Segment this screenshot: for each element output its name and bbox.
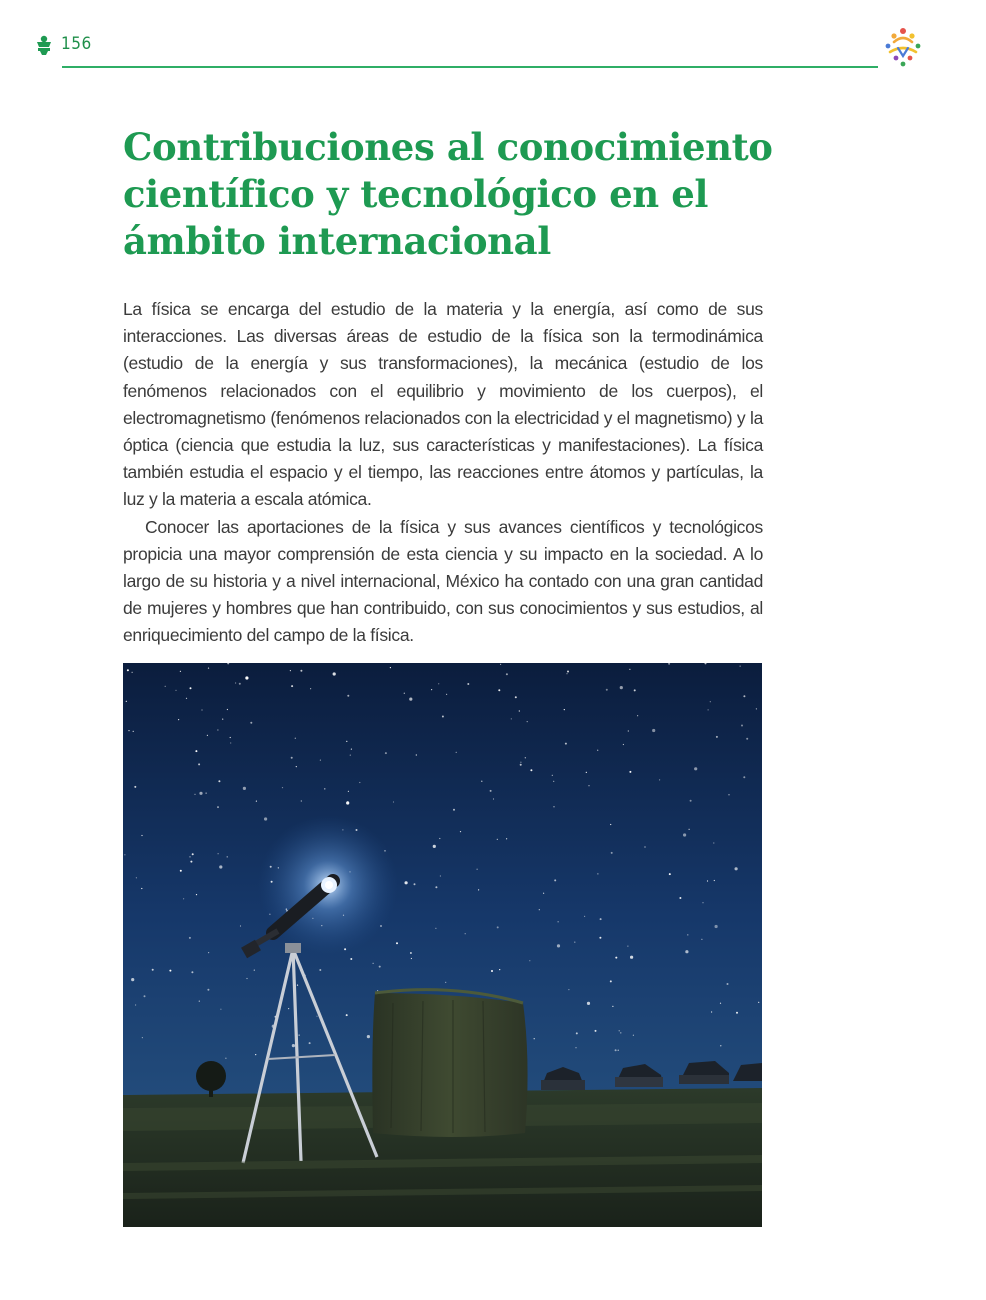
star xyxy=(520,762,521,763)
star xyxy=(685,950,688,953)
star xyxy=(743,776,745,778)
star xyxy=(497,839,498,840)
star xyxy=(431,689,432,690)
star xyxy=(180,671,181,672)
star xyxy=(127,669,129,671)
star xyxy=(543,893,544,894)
star xyxy=(597,750,598,751)
star xyxy=(530,769,532,771)
star xyxy=(690,800,692,802)
star xyxy=(679,897,681,899)
star xyxy=(207,735,208,736)
star xyxy=(333,672,336,675)
star xyxy=(199,792,202,795)
star xyxy=(710,701,711,702)
star xyxy=(610,824,611,825)
star xyxy=(346,741,347,742)
star xyxy=(347,695,349,697)
star xyxy=(525,757,526,758)
star xyxy=(707,880,708,881)
star xyxy=(152,969,154,971)
star xyxy=(183,898,184,899)
star xyxy=(316,1016,317,1017)
star xyxy=(218,853,219,854)
star xyxy=(175,690,176,691)
star xyxy=(552,775,553,776)
star xyxy=(227,856,228,857)
star xyxy=(409,698,412,701)
star xyxy=(611,852,613,854)
star xyxy=(566,673,567,674)
page-number: 156 xyxy=(61,34,92,54)
star xyxy=(713,842,714,843)
star xyxy=(500,664,501,665)
star xyxy=(669,873,671,875)
star xyxy=(465,933,466,934)
star xyxy=(629,771,631,773)
star xyxy=(189,937,191,939)
star xyxy=(379,966,381,968)
star xyxy=(634,689,636,691)
star xyxy=(190,687,192,689)
star xyxy=(527,721,528,722)
star xyxy=(637,715,638,716)
star xyxy=(520,764,522,766)
star xyxy=(727,983,729,985)
star xyxy=(720,1003,721,1004)
star xyxy=(433,845,436,848)
star xyxy=(440,875,441,876)
star xyxy=(620,686,623,689)
star xyxy=(490,790,492,792)
star xyxy=(320,760,321,761)
star xyxy=(618,1050,619,1051)
star xyxy=(165,686,166,687)
star xyxy=(758,1002,759,1003)
star xyxy=(599,937,601,939)
star xyxy=(620,1032,621,1033)
star xyxy=(595,1030,597,1032)
star xyxy=(278,867,279,868)
star xyxy=(435,928,436,929)
star xyxy=(254,970,255,971)
star xyxy=(506,673,508,675)
star xyxy=(349,871,350,872)
star xyxy=(295,738,296,739)
star xyxy=(133,731,134,732)
star xyxy=(442,716,444,718)
header-divider xyxy=(62,66,878,68)
star xyxy=(393,801,394,802)
star xyxy=(350,958,352,960)
star xyxy=(290,670,291,671)
night-sky-telescope-photo xyxy=(123,663,762,1227)
star xyxy=(735,867,738,870)
star xyxy=(321,925,322,926)
star xyxy=(736,1012,738,1014)
star xyxy=(659,779,660,780)
page-title: Contribuciones al conocimiento científico y tecnológico en el ámbito internacional xyxy=(123,125,773,263)
star xyxy=(201,709,202,710)
star xyxy=(312,918,313,919)
star xyxy=(497,926,499,928)
star xyxy=(623,744,624,745)
star xyxy=(350,755,351,756)
star xyxy=(319,969,321,971)
star xyxy=(206,793,207,794)
star xyxy=(300,670,302,672)
star xyxy=(380,925,382,927)
star xyxy=(740,666,741,667)
star xyxy=(615,957,617,959)
star xyxy=(142,1037,143,1038)
star xyxy=(178,719,179,720)
star xyxy=(218,780,220,782)
star xyxy=(194,794,195,795)
star xyxy=(553,806,554,807)
emblem-icon xyxy=(34,34,54,56)
star xyxy=(534,1038,535,1039)
star xyxy=(746,738,748,740)
star xyxy=(564,709,565,710)
star xyxy=(384,850,385,851)
body-text xyxy=(123,296,763,650)
star xyxy=(124,854,125,855)
star xyxy=(220,1009,221,1010)
star xyxy=(269,914,270,915)
star xyxy=(694,767,697,770)
star xyxy=(627,946,628,947)
star xyxy=(411,958,412,959)
star xyxy=(195,750,197,752)
star xyxy=(291,685,293,687)
star xyxy=(250,722,252,724)
star xyxy=(587,1002,590,1005)
star xyxy=(348,791,349,792)
star xyxy=(629,669,630,670)
star xyxy=(438,683,439,684)
star xyxy=(491,970,493,972)
star xyxy=(141,888,142,889)
star xyxy=(435,886,437,888)
star xyxy=(207,989,209,991)
star xyxy=(743,695,745,697)
star xyxy=(189,856,190,857)
star xyxy=(615,1049,617,1051)
star xyxy=(711,1011,712,1012)
star xyxy=(683,833,686,836)
star xyxy=(720,1045,721,1046)
star xyxy=(208,668,209,669)
star xyxy=(557,944,560,947)
star xyxy=(351,749,352,750)
star xyxy=(286,909,287,910)
star xyxy=(610,980,612,982)
star xyxy=(453,809,455,811)
star xyxy=(199,1001,200,1002)
star xyxy=(568,989,569,990)
star xyxy=(136,877,137,878)
star xyxy=(282,787,283,788)
star xyxy=(606,689,608,691)
star xyxy=(227,709,228,710)
star xyxy=(246,978,247,979)
star xyxy=(439,838,440,839)
star xyxy=(702,902,703,903)
star xyxy=(219,865,222,868)
star xyxy=(299,1035,300,1036)
star xyxy=(481,781,482,782)
star xyxy=(756,708,757,709)
star xyxy=(296,766,297,767)
star xyxy=(235,682,236,683)
star xyxy=(586,772,587,773)
star xyxy=(342,829,343,830)
page-header xyxy=(0,0,986,80)
star xyxy=(687,934,688,935)
star xyxy=(217,806,219,808)
star xyxy=(198,763,200,765)
star xyxy=(652,729,655,732)
star xyxy=(344,948,346,950)
star xyxy=(217,729,218,730)
star xyxy=(390,667,391,668)
star xyxy=(701,939,702,940)
star xyxy=(225,1058,226,1059)
star xyxy=(346,1014,348,1016)
star xyxy=(347,801,348,802)
star xyxy=(169,970,171,972)
star xyxy=(467,683,469,685)
star xyxy=(359,782,360,783)
star xyxy=(131,978,134,981)
star xyxy=(728,794,729,795)
star xyxy=(714,880,715,881)
star xyxy=(600,918,602,920)
star xyxy=(416,754,417,755)
star xyxy=(619,1030,620,1031)
star xyxy=(414,883,416,885)
star xyxy=(716,736,718,738)
star xyxy=(741,725,743,727)
star xyxy=(230,737,231,738)
star xyxy=(396,942,398,944)
star xyxy=(575,1047,576,1048)
star xyxy=(404,693,405,694)
star xyxy=(240,925,241,926)
star xyxy=(498,689,500,691)
star xyxy=(324,788,325,789)
star xyxy=(132,672,133,673)
star xyxy=(309,1042,311,1044)
paragraph: La física se encarga del estudio de la materia y la energía, así como de sus interacciones. Las diversas áreas de estudio de la física son la termodinámica (estudio de la energía y sus transformaciones), la mecánica (estudio de los fenómenos relacionados con el equilibrio y movimiento de los cuerpos), el electromagnetismo (fenómenos relacionados con la electricidad y el magnetismo) y la óptica (ciencia que estudia la luz, sus características y manifestaciones). La física también estudia el espacio y el tiempo, las reacciones entre átomos y partículas, la luz y la materia a escala atómica. xyxy=(123,299,763,510)
star xyxy=(529,960,530,961)
star xyxy=(539,909,540,910)
star xyxy=(584,916,585,917)
star xyxy=(180,870,182,872)
star xyxy=(385,752,387,754)
star xyxy=(128,730,129,731)
star xyxy=(291,757,293,759)
star xyxy=(553,781,554,782)
star xyxy=(554,879,556,881)
star xyxy=(310,688,311,689)
star xyxy=(356,829,358,831)
star xyxy=(519,710,520,711)
star xyxy=(288,1008,289,1009)
star xyxy=(245,676,248,679)
star xyxy=(628,730,629,731)
star xyxy=(141,835,142,836)
star xyxy=(271,881,273,883)
star xyxy=(460,831,461,832)
star xyxy=(515,696,517,698)
star xyxy=(574,942,575,943)
star xyxy=(243,787,246,790)
star xyxy=(558,921,559,922)
star xyxy=(446,694,447,695)
star xyxy=(456,752,457,753)
star xyxy=(708,709,709,710)
star xyxy=(644,846,645,847)
star xyxy=(190,861,192,863)
star xyxy=(478,889,479,890)
star xyxy=(633,1035,634,1036)
star xyxy=(297,985,298,986)
star xyxy=(367,1035,370,1038)
star xyxy=(715,925,718,928)
star xyxy=(264,817,267,820)
star xyxy=(493,798,494,799)
star xyxy=(270,866,272,868)
dotted-figures-logo-icon xyxy=(880,24,926,70)
star xyxy=(373,963,374,964)
star xyxy=(186,698,187,699)
star xyxy=(256,801,257,802)
star xyxy=(630,956,633,959)
star xyxy=(191,971,193,973)
star xyxy=(343,915,344,916)
star xyxy=(445,982,446,983)
star xyxy=(689,829,690,830)
star xyxy=(410,952,412,954)
star xyxy=(208,952,209,953)
star xyxy=(222,719,223,720)
star xyxy=(126,701,127,702)
star xyxy=(588,785,589,786)
star xyxy=(511,718,512,719)
star xyxy=(135,1004,136,1005)
star xyxy=(239,683,241,685)
paragraph: Conocer las aportaciones de la física y sus avances científicos y tecnológicos propicia una mayor comprensión de esta ciencia y su impacto en la sociedad. A lo largo de su historia y a nivel internacional, México ha contado con una gran cantidad de mujeres y hombres que han contribuido, con sus conocimientos y sus estudios, al enriquecimiento del campo de la física. xyxy=(123,516,763,646)
star xyxy=(565,743,567,745)
star xyxy=(477,869,478,870)
star xyxy=(292,1044,295,1047)
star xyxy=(230,742,231,743)
star xyxy=(192,853,194,855)
star xyxy=(144,995,146,997)
star xyxy=(499,969,500,970)
star xyxy=(597,873,598,874)
star xyxy=(612,1006,613,1007)
star xyxy=(506,838,507,839)
star xyxy=(134,786,136,788)
star xyxy=(196,894,197,895)
star xyxy=(567,671,569,673)
star xyxy=(301,800,302,801)
star xyxy=(576,1032,578,1034)
star xyxy=(405,881,408,884)
star xyxy=(255,1054,256,1055)
